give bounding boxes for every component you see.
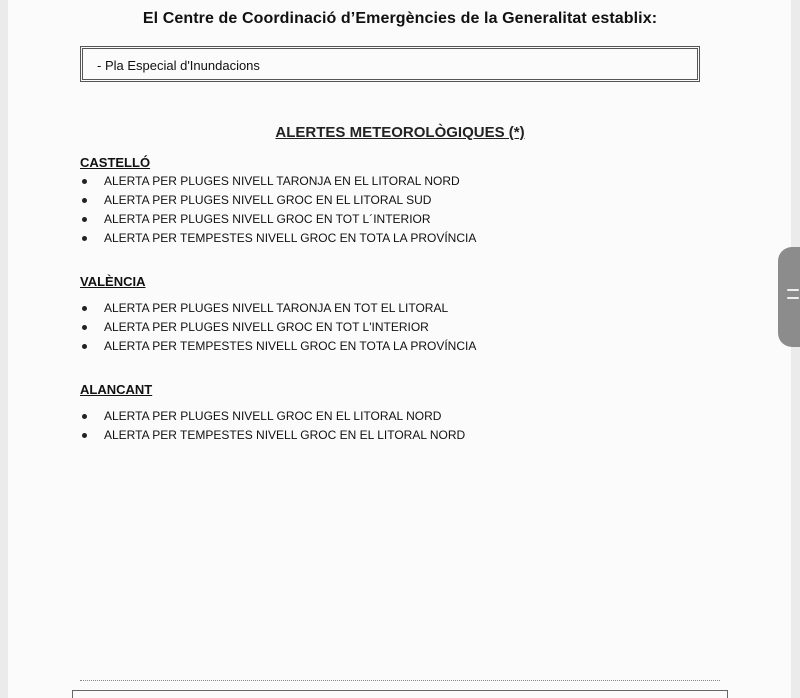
alert-text: ALERTA PER PLUGES NIVELL GROC EN TOT L'INTERIOR — [104, 320, 429, 334]
bullet-icon — [82, 236, 87, 241]
alert-text: ALERTA PER PLUGES NIVELL GROC EN EL LITORAL SUD — [104, 193, 432, 207]
alert-text: ALERTA PER PLUGES NIVELL TARONJA EN EL LITORAL NORD — [104, 174, 460, 188]
page-heading: El Centre de Coordinació d’Emergències de la Generalitat establix: — [142, 10, 658, 27]
footer-dotted-separator — [80, 680, 720, 681]
plan-label: - Pla Especial d'Inundacions — [97, 58, 260, 73]
grip-line-icon — [787, 289, 799, 291]
region-alacant-heading: ALANCANT — [80, 382, 153, 397]
alert-text: ALERTA PER PLUGES NIVELL TARONJA EN TOT EL LITORAL — [104, 301, 449, 315]
alert-text: ALERTA PER TEMPESTES NIVELL GROC EN TOTA LA PROVÍNCIA — [104, 339, 477, 353]
bullet-icon — [82, 198, 87, 203]
alert-text: ALERTA PER PLUGES NIVELL GROC EN TOT L´INTERIOR — [104, 212, 431, 226]
footer-box-edge — [72, 690, 728, 698]
alerts-title: ALERTES METEOROLÒGIQUES (*) — [275, 124, 525, 141]
bullet-icon — [82, 433, 87, 438]
bullet-icon — [82, 414, 87, 419]
alert-text: ALERTA PER PLUGES NIVELL GROC EN EL LITORAL NORD — [104, 409, 442, 423]
plan-box — [80, 46, 700, 82]
alert-text: ALERTA PER TEMPESTES NIVELL GROC EN EL LITORAL NORD — [104, 428, 466, 442]
scroll-handle[interactable] — [778, 247, 800, 347]
region-castello-heading: CASTELLÓ — [80, 155, 151, 170]
bullet-icon — [82, 306, 87, 311]
bullet-icon — [82, 325, 87, 330]
alert-text: ALERTA PER TEMPESTES NIVELL GROC EN TOTA LA PROVÍNCIA — [104, 231, 477, 245]
bullet-icon — [82, 344, 87, 349]
grip-line-icon — [787, 297, 799, 299]
region-valencia-heading: VALÈNCIA — [80, 274, 146, 289]
bullet-icon — [82, 179, 87, 184]
bullet-icon — [82, 217, 87, 222]
